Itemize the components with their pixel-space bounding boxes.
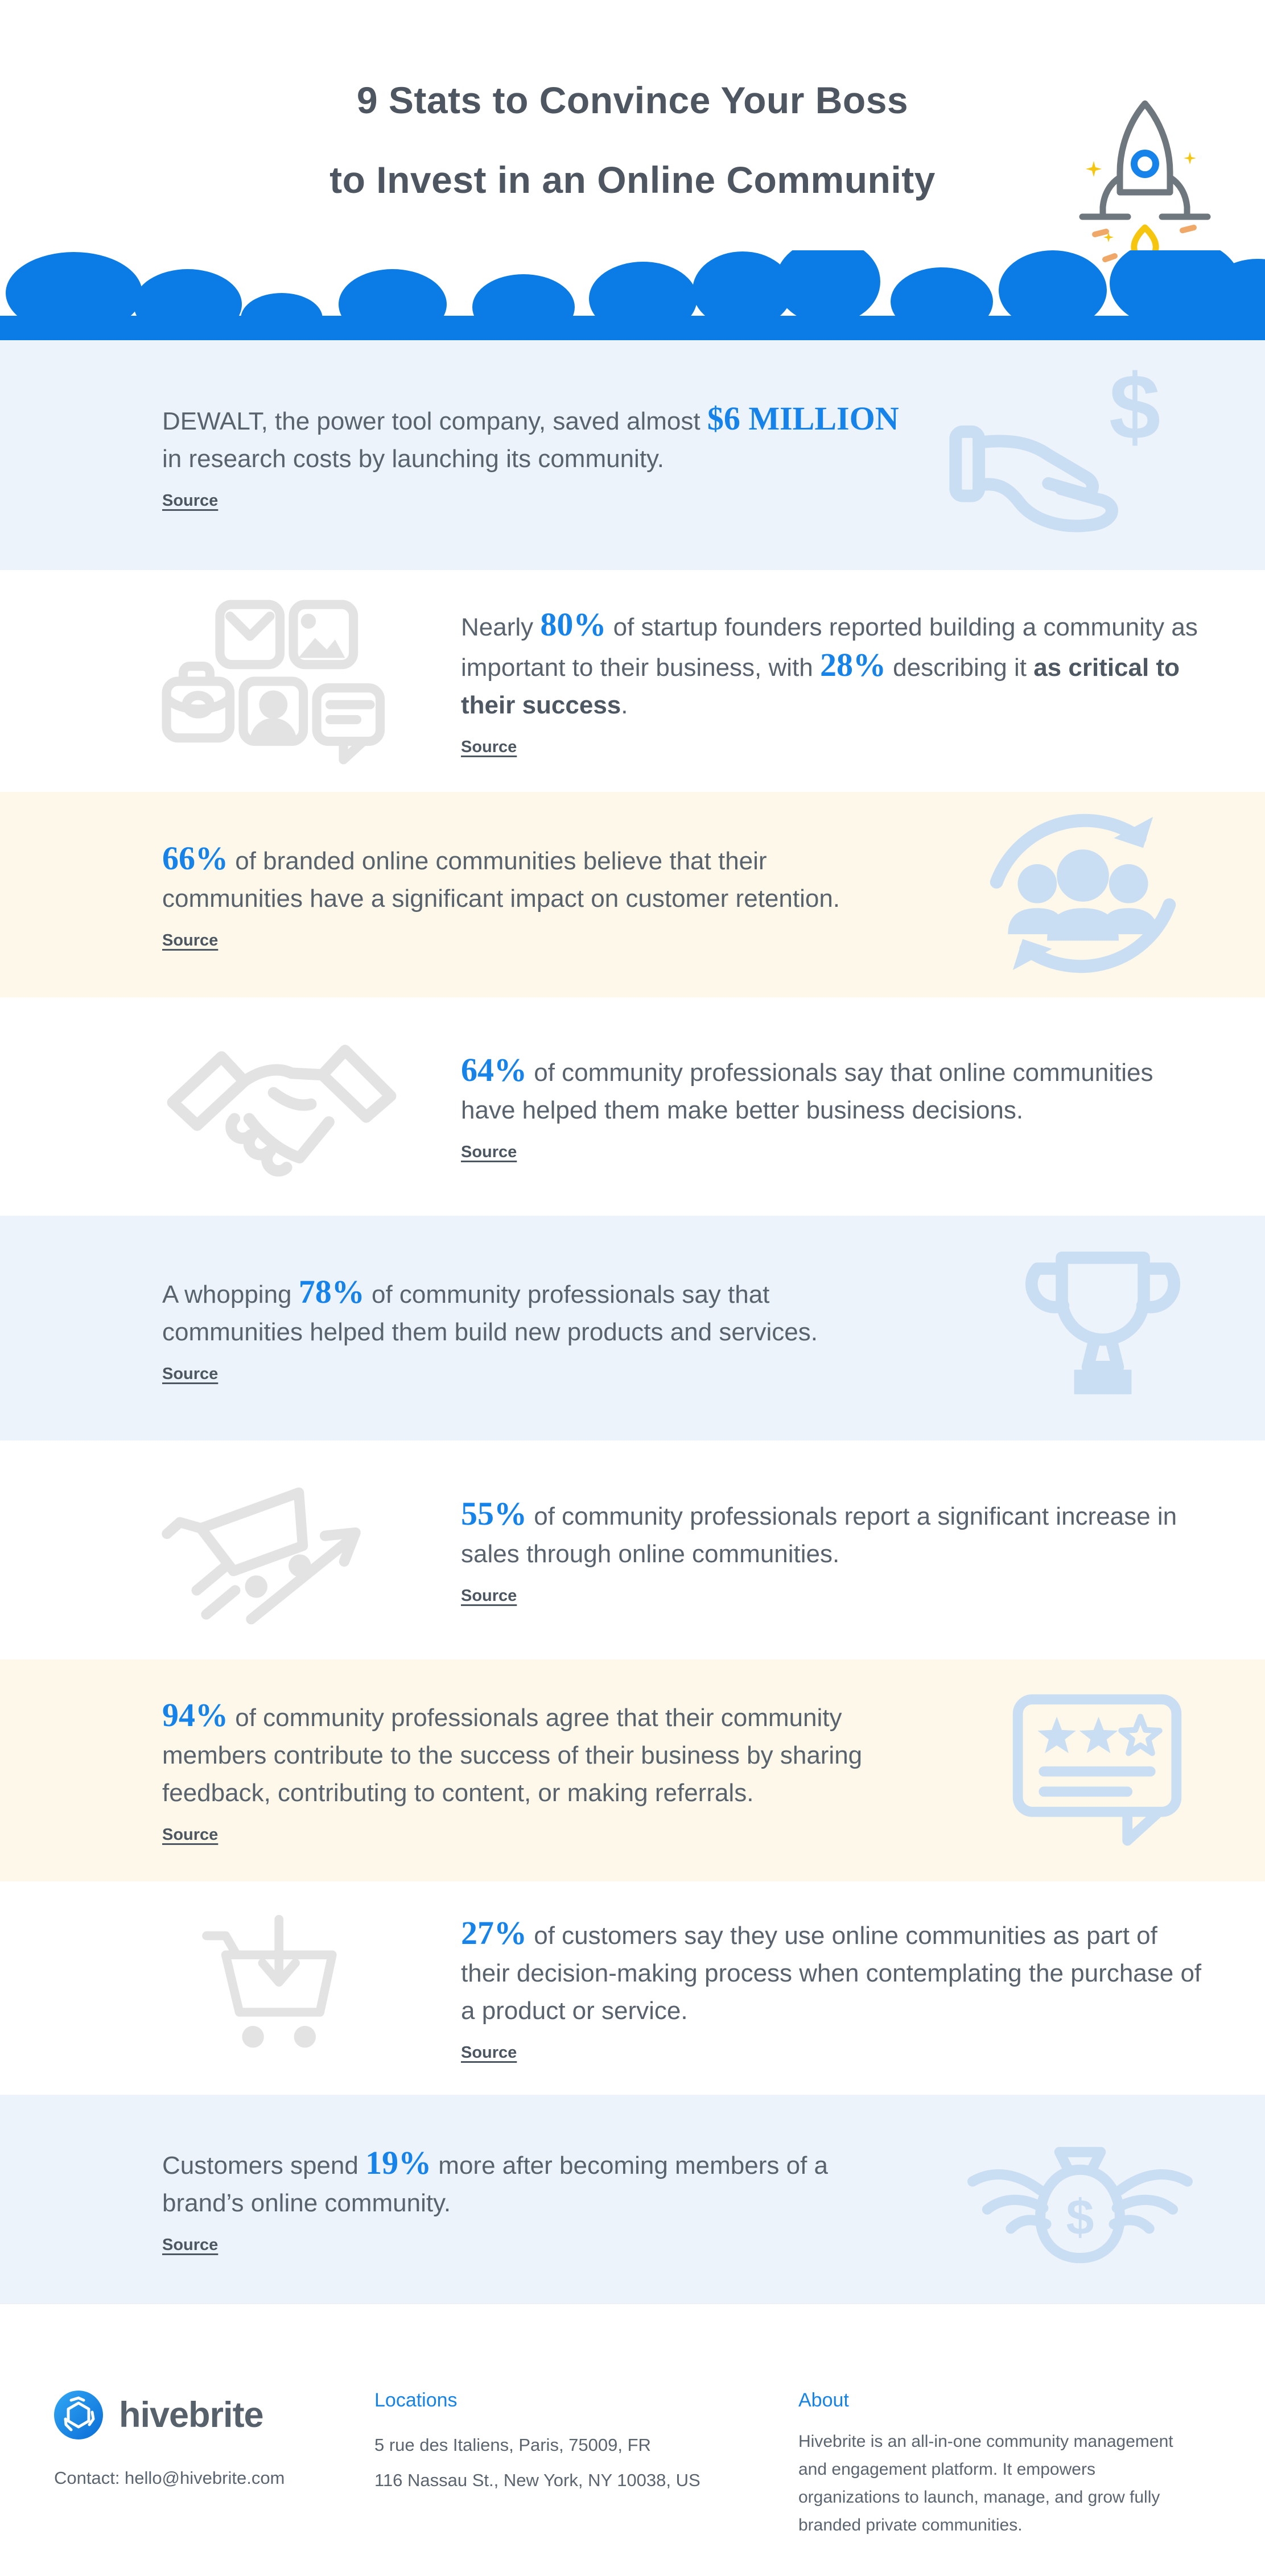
- stat-text-block: [461, 1495, 1206, 1605]
- source-link[interactable]: Source: [162, 1364, 219, 1383]
- locations-title: Locations: [374, 2389, 458, 2411]
- stat-section-9: [0, 2095, 1265, 2303]
- winged-money-bag-icon: [955, 2115, 1205, 2283]
- stat-paragraph: [162, 840, 902, 918]
- stat-number: 55%: [461, 1495, 527, 1532]
- stat-text-segment: .: [621, 691, 628, 719]
- stat-text-segment: in research costs by launching its community.: [162, 445, 664, 473]
- page-title-line1: 9 Stats to Convince Your Boss: [356, 79, 909, 121]
- stat-text-segment: of community professionals say that online communities have helped them make better business decisions.: [461, 1059, 1153, 1124]
- source-link[interactable]: Source: [461, 737, 517, 756]
- location-paris: 5 rue des Italiens, Paris, 75009, FR: [374, 2435, 651, 2455]
- stat-text-segment: describing it: [885, 653, 1034, 682]
- stat-text-segment: of community professionals say that communities helped them build new products and services.: [162, 1280, 818, 1346]
- hivebrite-logo-row: [54, 2391, 263, 2439]
- stat-number: 94%: [162, 1696, 228, 1733]
- stat-paragraph: [461, 1495, 1206, 1573]
- stat-text-block: [162, 840, 902, 950]
- stat-section-6: [0, 1440, 1265, 1659]
- stat-number: 64%: [461, 1051, 527, 1088]
- locations-column: [374, 2389, 701, 2498]
- stat-text-segment: of community professionals report a significant increase in sales through online communities.: [461, 1502, 1177, 1568]
- about-text: Hivebrite is an all-in-one community management and engagement platform. It empowers organizations to launch, manage, and grow fully branded private communities.: [798, 2432, 1173, 2534]
- hivebrite-wordmark: hivebrite: [119, 2395, 263, 2435]
- stat-text-segment: more after becoming members of a brand’s online community.: [162, 2151, 829, 2217]
- stat-text-block: [162, 1273, 902, 1384]
- source-link[interactable]: Source: [162, 1826, 219, 1844]
- stat-text-segment: A whopping: [162, 1280, 299, 1308]
- stat-number: $6 MILLION: [707, 400, 899, 437]
- page-title-line2: to Invest in an Online Community: [329, 159, 936, 201]
- hivebrite-logo: [54, 2391, 103, 2439]
- source-link[interactable]: Source: [461, 2043, 517, 2062]
- location-newyork: 116 Nassau St., New York, NY 10038, US: [374, 2470, 701, 2490]
- stat-number: 80%: [540, 605, 607, 643]
- stat-text-block: [461, 606, 1206, 757]
- source-link[interactable]: Source: [162, 492, 219, 510]
- stat-text-segment: of community professionals agree that their community members contribute to the success of their business by sharing feedback, contributing to content, or making referrals.: [162, 1704, 863, 1807]
- stat-text-segment: Customers spend: [162, 2151, 366, 2179]
- content-types-icon: [142, 597, 421, 765]
- stat-paragraph: [461, 1051, 1206, 1129]
- stat-text-block: [162, 1696, 902, 1844]
- svg-text:$: $: [1109, 360, 1161, 459]
- source-link[interactable]: Source: [461, 1586, 517, 1605]
- stat-number: 28%: [819, 646, 886, 683]
- stat-text-block: [162, 400, 902, 510]
- stat-paragraph: [162, 2144, 902, 2222]
- stat-number: 66%: [162, 839, 228, 877]
- stat-number: 27%: [461, 1914, 527, 1951]
- sales-growth-cart-icon: [142, 1462, 421, 1638]
- stat-text-segment: of startup founders reported building a community as important to their business, with: [461, 613, 1198, 682]
- stat-section-1: [0, 340, 1265, 570]
- stat-paragraph: [162, 1273, 902, 1351]
- stat-text-segment: of customers say they use online communities as part of their decision-making process when contemplating the purchase of a product or service.: [461, 1921, 1202, 2025]
- wave-graphic: [0, 250, 1265, 340]
- header: [0, 0, 1265, 340]
- svg-text:$: $: [1066, 2189, 1094, 2245]
- stat-text-segment: DEWALT, the power tool company, saved almost: [162, 407, 707, 435]
- stat-number: 19%: [365, 2144, 432, 2181]
- stat-section-2: [0, 570, 1265, 792]
- source-link[interactable]: Source: [162, 931, 219, 950]
- review-bubble-icon: [989, 1678, 1205, 1863]
- stat-paragraph: [162, 400, 902, 478]
- stat-section-4: [0, 997, 1265, 1216]
- hand-dollar-icon: [938, 360, 1205, 551]
- stat-section-7: [0, 1659, 1265, 1881]
- stat-section-3: [0, 792, 1265, 997]
- handshake-icon: [142, 1021, 421, 1192]
- stat-paragraph: [461, 1914, 1206, 2030]
- trophy-icon: [1000, 1239, 1205, 1418]
- stat-number: 78%: [298, 1273, 365, 1310]
- stat-text-block: [461, 1051, 1206, 1162]
- about-column: [798, 2389, 1174, 2539]
- footer: [0, 2303, 1265, 2576]
- stat-section-5: [0, 1216, 1265, 1440]
- about-title: About: [798, 2389, 849, 2411]
- stat-text-segment: Nearly: [461, 613, 541, 641]
- stat-paragraph: [461, 606, 1206, 724]
- source-link[interactable]: Source: [162, 2235, 219, 2254]
- stat-text-segment: of branded online communities believe that their communities have a significant impact on customer retention.: [162, 847, 840, 913]
- stat-paragraph: [162, 1696, 902, 1812]
- member-retention-icon: [961, 804, 1205, 986]
- stat-text-bold: as critical to their success: [461, 653, 1180, 719]
- source-link[interactable]: Source: [461, 1143, 517, 1161]
- stat-section-8: [0, 1881, 1265, 2095]
- shopping-cart-icon: [142, 1903, 421, 2074]
- contact-email: Contact: hello@hivebrite.com: [54, 2468, 285, 2488]
- stat-text-block: [162, 2144, 902, 2255]
- stat-text-block: [461, 1914, 1206, 2062]
